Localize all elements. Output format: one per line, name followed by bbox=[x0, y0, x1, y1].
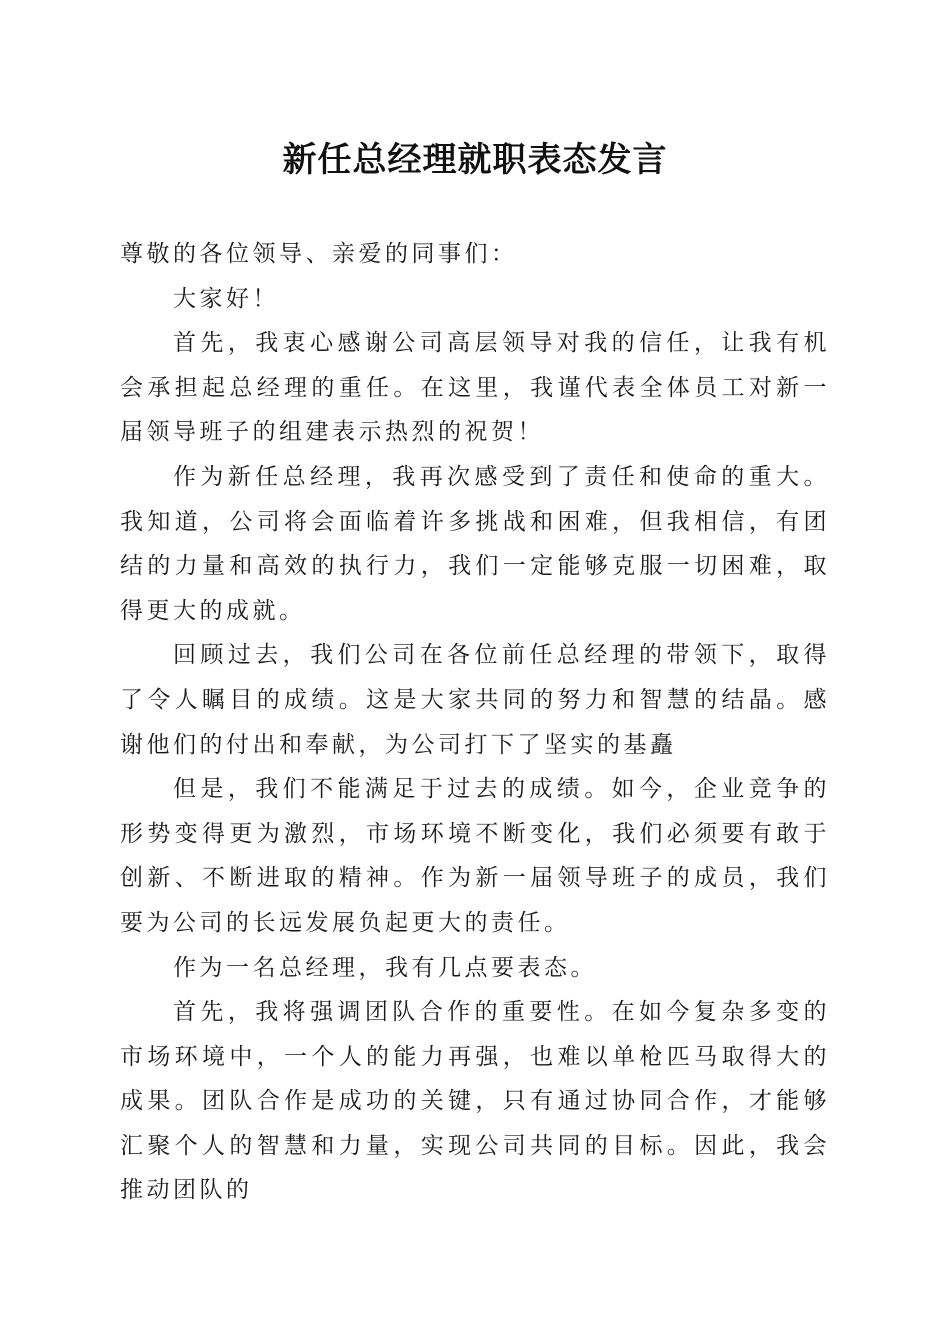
paragraph-challenges: 但是，我们不能满足于过去的成绩。如今，企业竞争的形势变得更为激烈，市场环境不断变化，我们必须要有敢于创新、不断进取的精神。作为新一届领导班子的成员，我们要为公司的长远发展负起更大的责任。 bbox=[120, 776, 830, 936]
paragraph-review: 回顾过去，我们公司在各位前任总经理的带领下，取得了令人瞩目的成绩。这是大家共同的努力和智慧的结晶。感谢他们的付出和奉献，为公司打下了坚实的基矗 bbox=[120, 642, 830, 758]
paragraph-thanks: 首先，我衷心感谢公司高层领导对我的信任，让我有机会承担起总经理的重任。在这里，我谨代表全体员工对新一届领导班子的组建表示热烈的祝贺！ bbox=[120, 330, 830, 446]
paragraph-greeting: 大家好！ bbox=[173, 285, 279, 312]
paragraph-statement-intro: 作为一名总经理，我有几点要表态。 bbox=[173, 954, 597, 981]
paragraph-teamwork: 首先，我将强调团队合作的重要性。在如今复杂多变的市场环境中，一个人的能力再强，也难以单枪匹马取得大的成果。团队合作是成功的关键，只有通过协同合作，才能够汇聚个人的智慧和力量，实现公司共同的目标。因此，我会推动团队的 bbox=[120, 999, 830, 1204]
document-title: 新任总经理就职表态发言 bbox=[282, 140, 668, 180]
salutation: 尊敬的各位领导、亲爱的同事们： bbox=[120, 241, 518, 267]
paragraph-responsibility: 作为新任总经理，我再次感受到了责任和使命的重大。我知道，公司将会面临着许多挑战和困难，但我相信，有团结的力量和高效的执行力，我们一定能够克服一切困难，取得更大的成就。 bbox=[120, 463, 830, 624]
document-body bbox=[120, 232, 830, 1213]
